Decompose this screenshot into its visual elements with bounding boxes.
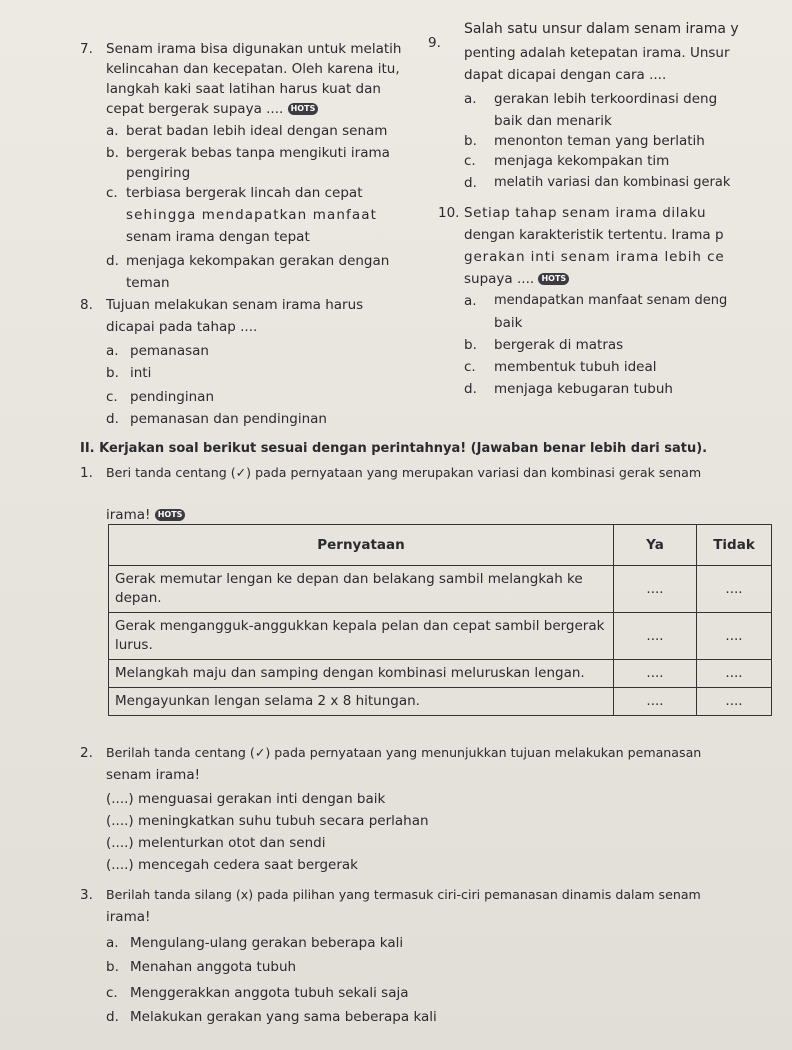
option-text: menonton teman yang berlatih	[494, 133, 705, 149]
option-letter: c.	[464, 359, 476, 375]
yes-answer-cell[interactable]: ....	[614, 566, 697, 613]
option-letter: c.	[106, 985, 118, 1001]
option-text: gerakan lebih terkoordinasi deng	[494, 91, 718, 107]
section-heading: II. Kerjakan soal berikut sesuai dengan perintahnya! (Jawaban benar lebih dari satu).	[80, 441, 708, 456]
statement-cell: Gerak mengangguk-anggukkan kepala pelan dan cepat sambil bergerak lurus.	[109, 613, 614, 660]
hots-badge: HOTS	[538, 273, 569, 285]
option-text[interactable]: Menggerakkan anggota tubuh sekali saja	[130, 985, 409, 1001]
no-answer-cell[interactable]: ....	[697, 688, 772, 716]
question-text: Tujuan melakukan senam irama harus	[106, 297, 364, 313]
option-letter: a.	[106, 935, 119, 951]
option-text: inti	[130, 365, 152, 381]
option-text: membentuk tubuh ideal	[494, 359, 657, 375]
option-letter: c.	[464, 153, 476, 169]
question-number: 9.	[428, 35, 441, 51]
hots-badge: HOTS	[155, 509, 186, 521]
question-text: dapat dicapai dengan cara ....	[464, 67, 667, 83]
question-number: 7.	[80, 41, 93, 57]
yes-answer-cell[interactable]: ....	[614, 613, 697, 660]
option-letter: b.	[106, 365, 119, 381]
question-text: supaya .... HOTS	[464, 270, 569, 288]
option-text: pengiring	[126, 165, 191, 181]
table-row	[109, 613, 772, 660]
option-letter: d.	[464, 175, 477, 191]
question-text: cepat bergerak supaya .... HOTS	[106, 100, 318, 118]
no-answer-cell[interactable]: ....	[697, 660, 772, 688]
question-number: 8.	[80, 297, 93, 313]
option-text: baik	[494, 315, 523, 331]
no-answer-cell[interactable]: ....	[697, 613, 772, 660]
checklist-item[interactable]: (....) meningkatkan suhu tubuh secara perlahan	[106, 813, 429, 829]
option-letter: b.	[464, 337, 477, 353]
yes-answer-cell[interactable]: ....	[614, 688, 697, 716]
question-text: Berilah tanda centang (✓) pada pernyataan yang menunjukkan tujuan melakukan pemanasan	[106, 745, 702, 760]
option-text[interactable]: Menahan anggota tubuh	[130, 959, 297, 975]
option-letter: b.	[106, 145, 119, 161]
option-letter: a.	[464, 293, 477, 309]
option-letter: a.	[106, 343, 119, 359]
checklist-item[interactable]: (....) menguasai gerakan inti dengan baik	[106, 791, 386, 807]
option-text: baik dan menarik	[494, 113, 612, 129]
statement-cell: Mengayunkan lengan selama 2 x 8 hitungan.	[109, 688, 614, 716]
option-letter: d.	[106, 1009, 119, 1025]
statement-table	[108, 524, 772, 716]
statement-cell: Melangkah maju dan samping dengan kombinasi meluruskan lengan.	[109, 660, 614, 688]
option-text: pemanasan	[130, 343, 209, 359]
option-text: menjaga kebugaran tubuh	[494, 381, 673, 397]
option-text[interactable]: Melakukan gerakan yang sama beberapa kali	[130, 1009, 437, 1025]
option-text: senam irama dengan tepat	[126, 229, 310, 245]
question-number: 3.	[80, 887, 93, 903]
option-letter: c.	[106, 185, 118, 201]
question-text: penting adalah ketepatan irama. Unsur	[464, 45, 730, 61]
question-number: 1.	[80, 465, 93, 481]
option-text: mendapatkan manfaat senam deng	[494, 293, 728, 308]
question-text: irama!	[106, 909, 151, 925]
column-header-yes: Ya	[614, 525, 697, 566]
hots-badge: HOTS	[288, 103, 319, 115]
option-letter: d.	[106, 411, 119, 427]
question-text: senam irama!	[106, 767, 201, 783]
column-header-no: Tidak	[697, 525, 772, 566]
option-text: bergerak di matras	[494, 337, 624, 353]
table-row	[109, 660, 772, 688]
question-number: 10.	[438, 205, 460, 221]
option-text: menjaga kekompakan gerakan dengan	[126, 253, 390, 269]
question-text: Berilah tanda silang (x) pada pilihan yang termasuk ciri-ciri pemanasan dinamis dalam senam	[106, 887, 701, 902]
question-text: Senam irama bisa digunakan untuk melatih	[106, 41, 402, 57]
option-text: pemanasan dan pendinginan	[130, 411, 327, 427]
option-text: teman	[126, 275, 170, 291]
question-text: langkah kaki saat latihan harus kuat dan	[106, 81, 381, 97]
checklist-item[interactable]: (....) mencegah cedera saat bergerak	[106, 857, 359, 873]
yes-answer-cell[interactable]: ....	[614, 660, 697, 688]
option-text: pendinginan	[130, 389, 215, 405]
question-number: 2.	[80, 745, 93, 761]
column-header-statement: Pernyataan	[109, 525, 614, 566]
question-text: dicapai pada tahap ....	[106, 319, 258, 335]
option-text: menjaga kekompakan tim	[494, 153, 670, 169]
statement-cell: Gerak memutar lengan ke depan dan belakang sambil melangkah ke depan.	[109, 566, 614, 613]
question-text: gerakan inti senam irama lebih ce	[464, 249, 725, 265]
question-text: Setiap tahap senam irama dilaku	[464, 205, 707, 221]
option-text: melatih variasi dan kombinasi gerak	[494, 175, 731, 190]
option-letter: d.	[106, 253, 119, 269]
option-letter: d.	[464, 381, 477, 397]
checklist-item[interactable]: (....) melenturkan otot dan sendi	[106, 835, 326, 851]
question-text: Salah satu unsur dalam senam irama y	[464, 21, 739, 37]
no-answer-cell[interactable]: ....	[697, 566, 772, 613]
table-header-row	[109, 525, 772, 566]
option-letter: b.	[464, 133, 477, 149]
option-text: terbiasa bergerak lincah dan cepat	[126, 185, 363, 201]
question-text: kelincahan dan kecepatan. Oleh karena itu,	[106, 61, 400, 77]
option-letter: a.	[464, 91, 477, 107]
table-row	[109, 566, 772, 613]
question-text: dengan karakteristik tertentu. Irama p	[464, 227, 724, 243]
option-text: berat badan lebih ideal dengan senam	[126, 123, 388, 139]
option-letter: a.	[106, 123, 119, 139]
option-letter: b.	[106, 959, 119, 975]
option-text: sehingga mendapatkan manfaat	[126, 207, 377, 223]
question-text: Beri tanda centang (✓) pada pernyataan yang merupakan variasi dan kombinasi gerak senam	[106, 465, 702, 480]
table-row	[109, 688, 772, 716]
option-letter: c.	[106, 389, 118, 405]
option-text: bergerak bebas tanpa mengikuti irama	[126, 145, 390, 161]
option-text[interactable]: Mengulang-ulang gerakan beberapa kali	[130, 935, 404, 951]
question-text: irama! HOTS	[106, 506, 185, 524]
